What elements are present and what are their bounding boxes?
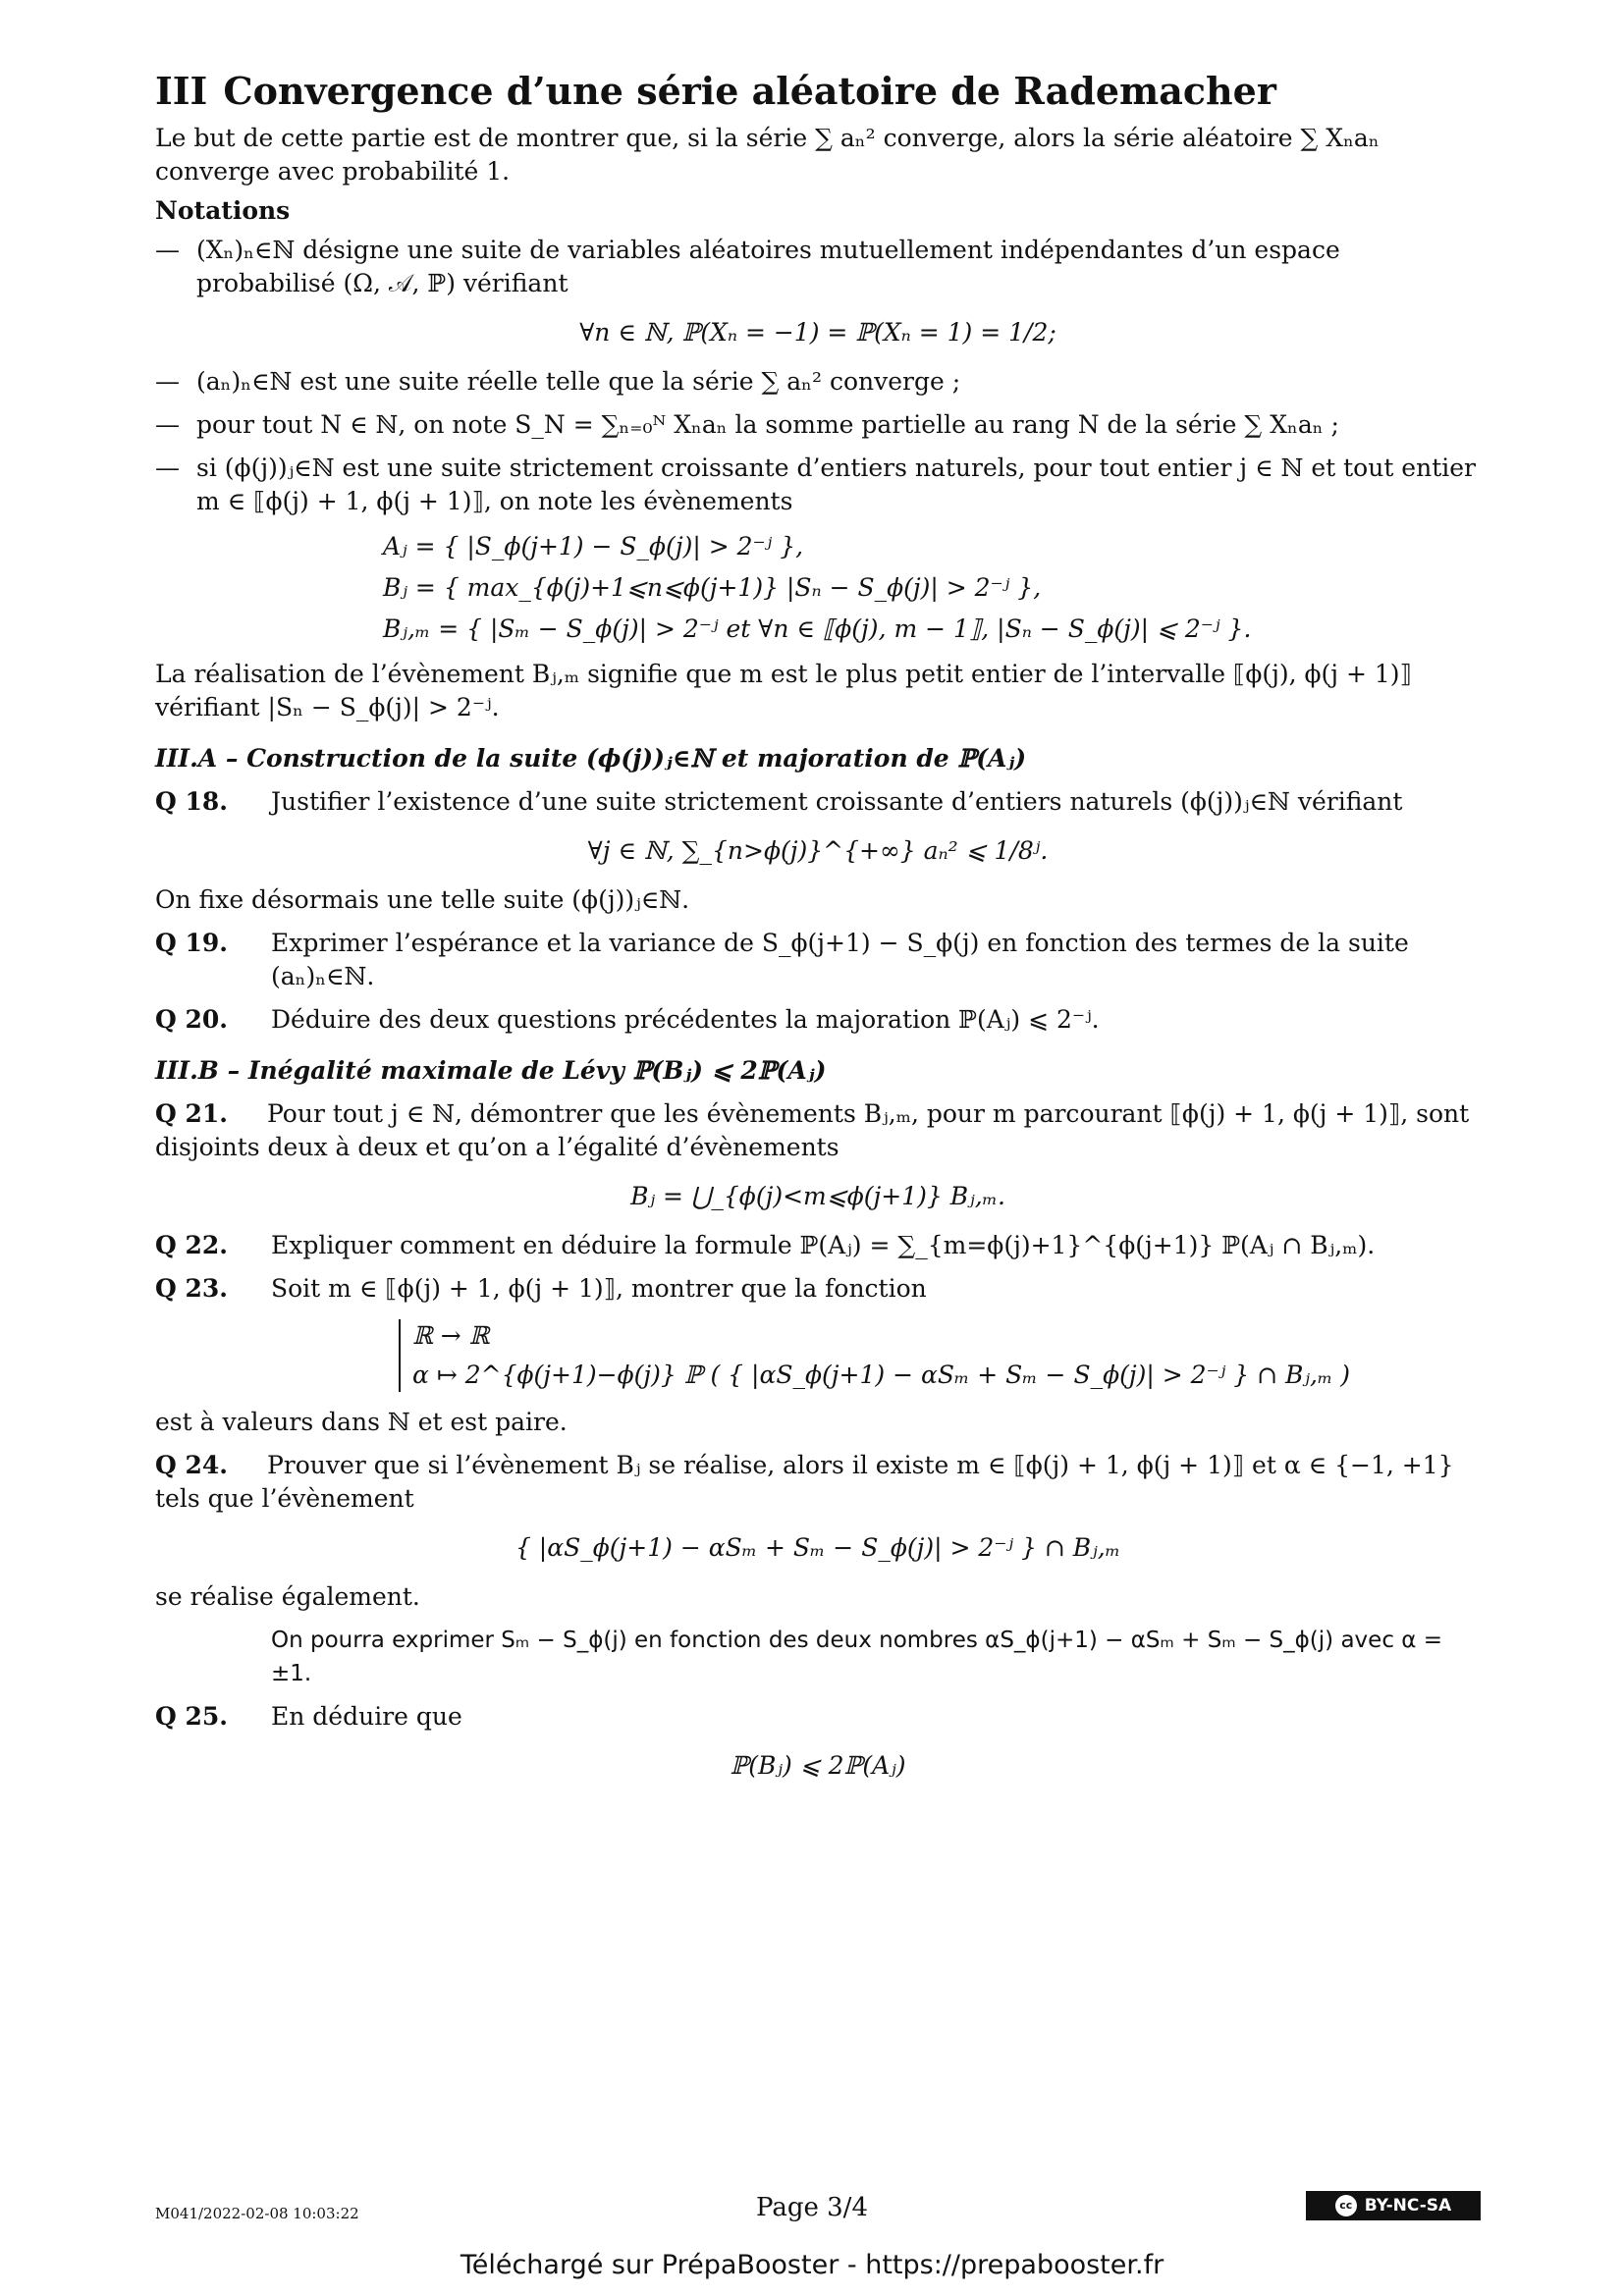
download-note: Téléchargé sur PrépaBooster - https://prepabooster.fr [460,2250,1164,2280]
notations-title: Notations [155,196,291,225]
map-line-1: ℝ → ℝ [412,1321,490,1350]
section-heading [155,69,1481,114]
question-text: Pour tout j ∈ ℕ, démontrer que les évènements Bⱼ,ₘ, pour m parcourant ⟦ϕ(j) + 1, ϕ(j + 1)⟧, sont disjoints deux à deux et qu’on a l’égalité d’évènements [155,1099,1470,1161]
notation-item-3 [155,408,1481,442]
function-map [399,1319,1481,1392]
event-meaning: La réalisation de l’évènement Bⱼ,ₘ signifie que m est le plus petit entier de l’intervalle ⟦ϕ(j), ϕ(j + 1)⟧ vérifiant |Sₙ − S_ϕ(j)| > 2⁻ʲ. [155,660,1412,721]
q23-conclusion: est à valeurs dans ℕ et est paire. [155,1408,568,1436]
events-definitions [383,530,1481,646]
notation-item-2 [155,365,1481,399]
question-number: Q 24. [155,1451,228,1479]
question-text: Expliquer comment en déduire la formule ℙ(Aⱼ) = ∑_{m=ϕ(j)+1}^{ϕ(j+1)} ℙ(Aⱼ ∩ Bⱼ,ₘ). [271,1231,1376,1259]
notation-text-4: si (ϕ(j))ⱼ∈ℕ est une suite strictement croissante d’entiers naturels, pour tout entier j ∈ ℕ et tout entier m ∈ ⟦ϕ(j) + 1, ϕ(j + 1)⟧, on note les évènements [196,454,1476,515]
question-text: Justifier l’existence d’une suite strictement croissante d’entiers naturels (ϕ(j))ⱼ∈ℕ vérifiant [271,787,1403,816]
question-25 [155,1700,1481,1734]
question-text: En déduire que [271,1702,462,1731]
document-code: M041/2022-02-08 10:03:22 [155,2205,359,2222]
fix-sequence: On fixe désormais une telle suite (ϕ(j))ⱼ∈ℕ. [155,885,690,914]
question-number: Q 22. [155,1231,228,1259]
equation-rademacher: ∀n ∈ ℕ, ℙ(Xₙ = −1) = ℙ(Xₙ = 1) = 1/2; [579,318,1056,347]
page-number: Page 3/4 [756,2193,868,2222]
question-19 [155,927,1481,993]
dash-marker: — [155,454,180,482]
question-number: Q 21. [155,1099,228,1128]
event-b: Bⱼ = { max_{ϕ(j)+1⩽n⩽ϕ(j+1)} |Sₙ − S_ϕ(j)| > 2⁻ʲ }, [383,573,1042,602]
section-title: Convergence d’une série aléatoire de Rademacher [223,69,1276,113]
question-text: Soit m ∈ ⟦ϕ(j) + 1, ϕ(j + 1)⟧, montrer que la fonction [271,1274,927,1303]
question-24 [155,1449,1481,1516]
notation-text-2: (aₙ)ₙ∈ℕ est une suite réelle telle que la série ∑ aₙ² converge ; [196,367,961,396]
question-text: Prouver que si l’évènement Bⱼ se réalise, alors il existe m ∈ ⟦ϕ(j) + 1, ϕ(j + 1)⟧ et α ∈ {−1, +1} tels que l’évènement [155,1451,1454,1513]
question-20 [155,1003,1481,1037]
page-content [155,69,1481,1798]
section-number: III [155,69,208,113]
equation-q24: { |αS_ϕ(j+1) − αSₘ + Sₘ − S_ϕ(j)| > 2⁻ʲ } ∩ Bⱼ,ₘ [514,1533,1121,1562]
notation-text-3: pour tout N ∈ ℕ, on note S_N = ∑ₙ₌₀ᴺ Xₙaₙ la somme partielle au rang N de la série ∑ Xₙaₙ ; [196,410,1339,439]
equation-q25: ℙ(Bⱼ) ⩽ 2ℙ(Aⱼ) [730,1751,906,1780]
equation-q18: ∀j ∈ ℕ, ∑_{n>ϕ(j)}^{+∞} aₙ² ⩽ 1/8ʲ. [587,836,1049,865]
dash-marker: — [155,410,180,439]
subsection-b-title: III.B – Inégalité maximale de Lévy ℙ(Bⱼ) ⩽ 2ℙ(Aⱼ) [155,1056,827,1085]
question-text: Exprimer l’espérance et la variance de S_ϕ(j+1) − S_ϕ(j) en fonction des termes de la suite (aₙ)ₙ∈ℕ. [271,929,1409,990]
event-a: Aⱼ = { |S_ϕ(j+1) − S_ϕ(j)| > 2⁻ʲ }, [383,532,804,561]
q24-conclusion: se réalise également. [155,1582,420,1611]
equation-q21: Bⱼ = ⋃_{ϕ(j)<m⩽ϕ(j+1)} Bⱼ,ₘ. [630,1182,1005,1210]
question-21 [155,1097,1481,1164]
question-number: Q 19. [155,929,228,957]
dash-marker: — [155,367,180,396]
question-number: Q 20. [155,1005,228,1034]
notation-text-1: (Xₙ)ₙ∈ℕ désigne une suite de variables aléatoires mutuellement indépendantes d’un espace probabilisé (Ω, 𝒜, ℙ) vérifiant [196,236,1340,297]
dash-marker: — [155,236,180,264]
question-number: Q 18. [155,787,228,816]
creative-commons-icon: cc [1335,2195,1357,2216]
notation-item-4 [155,452,1481,518]
map-line-2: α ↦ 2^{ϕ(j+1)−ϕ(j)} ℙ ( { |αS_ϕ(j+1) − αSₘ + Sₘ − S_ϕ(j)| > 2⁻ʲ } ∩ Bⱼ,ₘ ) [412,1361,1350,1389]
question-number: Q 25. [155,1702,228,1731]
event-bjm: Bⱼ,ₘ = { |Sₘ − S_ϕ(j)| > 2⁻ʲ et ∀n ∈ ⟦ϕ(j), m − 1⟧, |Sₙ − S_ϕ(j)| ⩽ 2⁻ʲ }. [383,614,1252,643]
notation-item-1 [155,234,1481,300]
question-number: Q 23. [155,1274,228,1303]
intro-paragraph: Le but de cette partie est de montrer que, si la série ∑ aₙ² converge, alors la série aléatoire ∑ Xₙaₙ converge avec probabilité 1. [155,124,1380,186]
hint-q24: On pourra exprimer Sₘ − S_ϕ(j) en fonction des deux nombres αS_ϕ(j+1) − αSₘ + Sₘ − S_ϕ(j) avec α = ±1. [271,1628,1443,1686]
question-23 [155,1272,1481,1306]
license-badge [1306,2191,1481,2220]
question-22 [155,1229,1481,1262]
subsection-a-title: III.A – Construction de la suite (ϕ(j))ⱼ∈ℕ et majoration de ℙ(Aⱼ) [155,744,1027,773]
license-label: BY-NC-SA [1364,2196,1452,2216]
question-18 [155,785,1481,819]
question-text: Déduire des deux questions précédentes la majoration ℙ(Aⱼ) ⩽ 2⁻ʲ. [271,1005,1100,1034]
